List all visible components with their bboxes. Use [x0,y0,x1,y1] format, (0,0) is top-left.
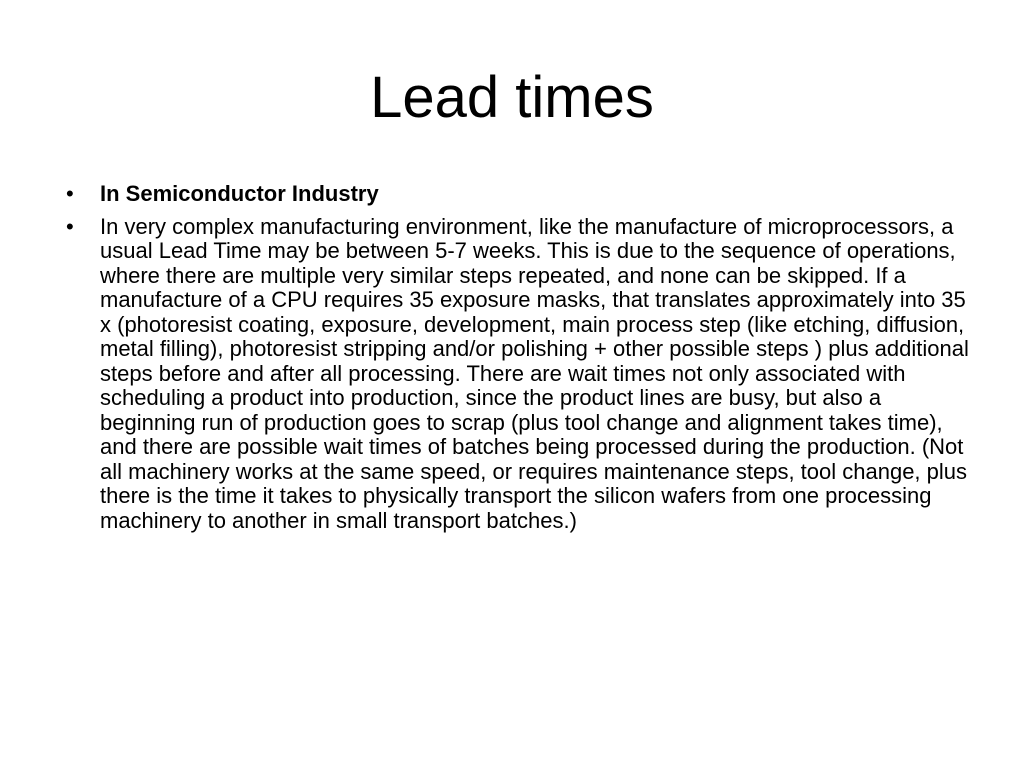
slide-title: Lead times [370,65,654,130]
bullet-text-body: In very complex manufacturing environment, like the manufacture of microprocessors, a usual Lead Time may be between 5-7 weeks. This is due to the sequence of operations, where there are multiple very similar steps repeated, and none can be skipped. If a manufacture of a CPU requires 35 exposure masks, that translates approximately into 35 x (photoresist coating, exposure, development, main process step (like etching, diffusion, metal filling), photoresist stripping and/or polishing + other possible steps ) plus additional steps before and after all processing. There are wait times not only associated with scheduling a product into production, since the product lines are busy, but also a beginning run of production goes to scrap (plus tool change and alignment takes time), and there are possible wait times of batches being processed during the production. (Not all machinery works at the same speed, or requires maintenance steps, tool change, plus there is the time it takes to physically transport the silicon wafers from one processing machinery to another in small transport batches.) [100,213,969,533]
bullet-list [66,182,971,541]
bullet-item-body [66,215,971,534]
bullet-item-heading [66,182,971,207]
bullet-icon: • [66,181,74,206]
bullet-icon: • [66,213,74,239]
bullet-text-heading: In Semiconductor Industry [100,181,379,206]
